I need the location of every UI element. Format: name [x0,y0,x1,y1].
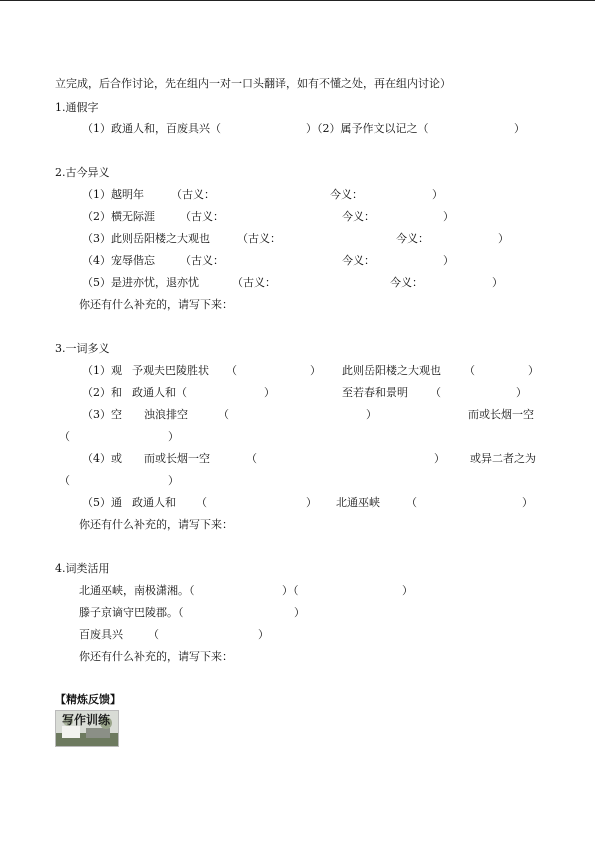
s2-row2-gu: （古义： [180,210,224,223]
s3-r5-ex2: 北通巫峡 [336,496,380,509]
s4-r1-c: ） [402,584,413,597]
section-3-title: 3.一词多义 [55,342,110,355]
feedback-heading: 【精炼反馈】 [55,693,121,706]
s3-r5-open2: （ [406,496,417,509]
s3-r5-word: （5）通 [82,496,122,509]
s2-row3-word: （3）此则岳阳楼之大观也 [82,232,210,245]
section-4-title: 4.词类活用 [55,562,110,575]
s4-r2-a: 滕子京谪守巴陵郡。（ [79,606,184,619]
s3-r1-open1: （ [226,364,237,377]
s3-r5-open1: （ [196,496,207,509]
s3-r4-ex1: 而或长烟一空 [144,452,210,465]
s4-r3-c: ） [258,628,269,641]
s3-supplement-prompt: 你还有什么补充的，请写下来： [79,518,233,531]
s2-row1-end: ） [432,188,443,201]
s3-r4-close2: ） [168,474,179,487]
s2-row4-end: ） [443,254,454,267]
s2-row4-word: （4）宠辱偕忘 [82,254,155,267]
s3-r4-close1: ） [434,452,445,465]
s1-item-b: ）（2）属予作文以记之（ [306,122,429,135]
s3-r4-ex2: 或异二者之为 [470,452,536,465]
s3-r1-ex1: 予观夫巴陵胜状 [132,364,209,377]
s2-row3-gu: （古义： [237,232,281,245]
s2-row2-jin: 今义： [342,210,375,223]
s3-r2-close2: ） [516,386,527,399]
s2-row1-jin: 今义： [330,188,363,201]
s3-r5-ex1: 政通人和 [132,496,176,509]
s1-item-c: ） [514,122,525,135]
s3-r1-close1: ） [310,364,321,377]
banner-title: 写作训练 [62,713,111,727]
s2-row1-gu: （古义： [171,188,215,201]
s3-r2-close1: ） [264,386,275,399]
s4-r1-b: ）（ [282,584,299,597]
s2-row2-end: ） [443,210,454,223]
s3-r1-open2: （ [464,364,475,377]
s3-r1-word: （1）观 [82,364,122,377]
s3-r3-ex1: 浊浪排空 [144,408,188,421]
section-2-title: 2.古今异义 [55,166,110,179]
section-1-title: 1.通假字 [55,101,99,114]
writing-training-banner [55,710,119,747]
s3-r3-close1: ） [366,408,377,421]
s4-r3-b: （ [148,628,159,641]
s3-r5-close1: ） [306,496,317,509]
s3-r2-ex1: 政通人和（ [132,386,187,399]
s2-row5-word: （5）是进亦忧，退亦忧 [82,276,199,289]
s3-r3-open1: （ [218,408,229,421]
s3-r3-word: （3）空 [82,408,122,421]
s3-r3-open2: （ [59,430,70,443]
s3-r5-close2: ） [522,496,533,509]
s3-r2-word: （2）和 [82,386,122,399]
s1-item-a: （1）政通人和，百废具兴（ [82,122,221,135]
s2-row3-jin: 今义： [396,232,429,245]
page-top-rule [0,0,595,1]
s2-supplement-prompt: 你还有什么补充的，请写下来： [79,298,233,311]
s3-r3-ex2: 而或长烟一空 [468,408,534,421]
s3-r4-word: （4）或 [82,452,122,465]
s2-row4-jin: 今义： [342,254,375,267]
s2-row1-word: （1）越明年 [82,188,144,201]
s2-row4-gu: （古义： [180,254,224,267]
s3-r3-close2: ） [168,430,179,443]
s2-row3-end: ） [498,232,509,245]
s3-r2-ex2: 至若春和景明 [342,386,408,399]
s3-r1-close2: ） [528,364,539,377]
s3-r4-open2: （ [59,474,70,487]
s3-r4-open1: （ [246,452,257,465]
s3-r2-open2: （ [430,386,441,399]
s2-row5-jin: 今义： [390,276,423,289]
s2-row5-end: ） [492,276,503,289]
s2-row2-word: （2）横无际涯 [82,210,155,223]
s3-r1-ex2: 此则岳阳楼之大观也 [342,364,441,377]
s4-supplement-prompt: 你还有什么补充的，请写下来： [79,650,233,663]
s4-r2-b: ） [294,606,305,619]
s4-r3-a: 百废具兴 [79,628,123,641]
intro-text: 立完成，后合作讨论，先在组内一对一口头翻译，如有不懂之处，再在组内讨论） [55,77,451,90]
s2-row5-gu: （古义： [232,276,276,289]
s4-r1-a: 北通巫峡，南极潇湘。（ [79,584,195,597]
